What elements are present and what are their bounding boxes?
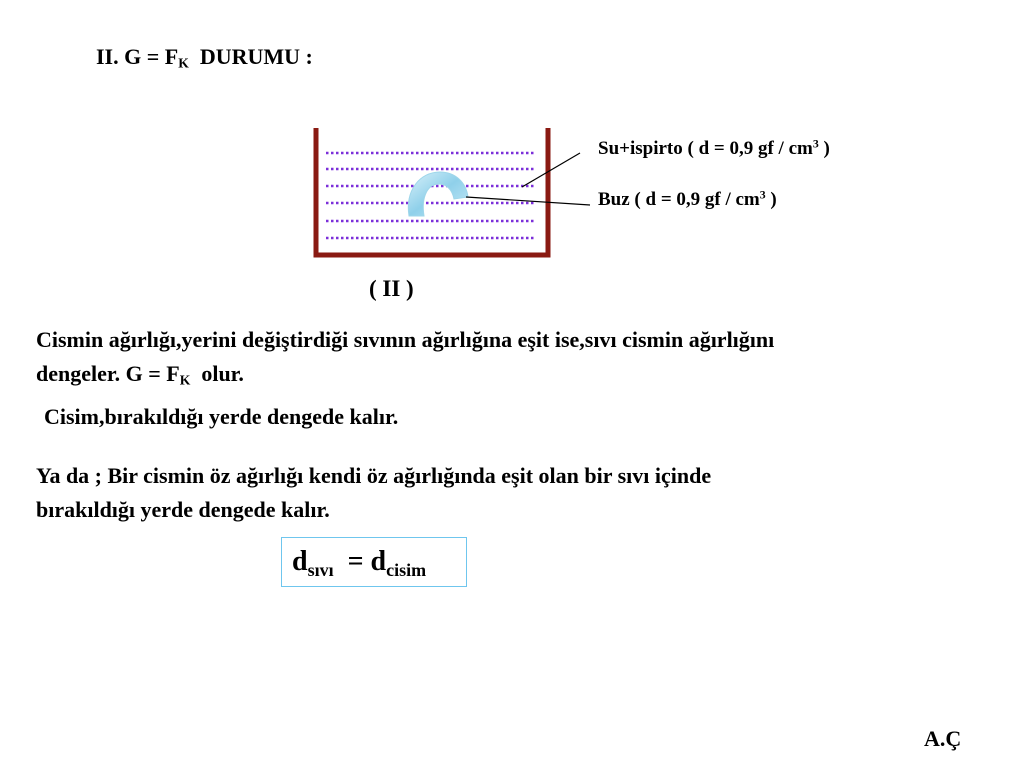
paragraph-line: bırakıldığı yerde dengede kalır. (36, 497, 330, 522)
paragraph-line: Ya da ; Bir cismin öz ağırlığı kendi öz ağırlığında eşit olan bir sıvı içinde (36, 463, 712, 488)
liquid-label: Su+ispirto ( d = 0,9 gf / $cm^3$ ) (598, 137, 830, 159)
diagram-caption: ( II ) (369, 276, 414, 301)
paragraph-alternative (36, 459, 996, 527)
paragraph-line: dengeler. $G = F_K$ olur. (36, 361, 244, 388)
container-vessel (316, 128, 548, 255)
liquid-pointer-line (522, 153, 580, 187)
paragraph-stays-in-place: Cisim,bırakıldığı yerde dengede kalır. (44, 404, 399, 429)
paragraph-line: Cismin ağırlığı,yerini değiştirdiği sıvının ağırlığına eşit ise,sıvı cismin ağırlığını (36, 327, 775, 352)
liquid-lines (326, 153, 536, 238)
slide-title: II. $G = F_K$ DURUMU : (96, 44, 313, 71)
author-initials: A.Ç (924, 726, 962, 751)
ice-label: Buz ( d = 0,9 gf / $cm^3$ ) (598, 188, 777, 210)
density-formula: $d_{sıvı} = d_{cisim}$ (292, 546, 427, 580)
paragraph-equilibrium (36, 323, 996, 391)
formula-box (281, 537, 467, 587)
ice-piece (408, 172, 468, 216)
